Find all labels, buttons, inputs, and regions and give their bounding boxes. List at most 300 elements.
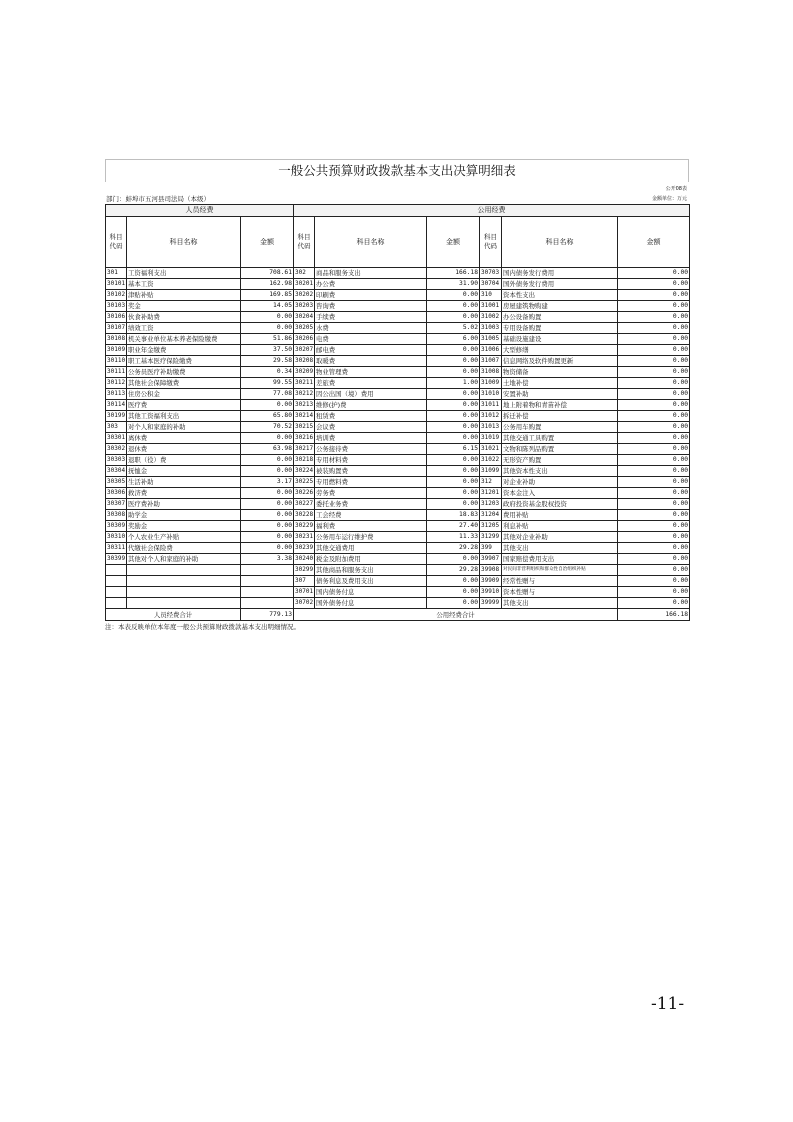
table-row (106, 345, 690, 356)
cell-name: 文物和陈列品购置 (502, 444, 618, 455)
cell-amount: 0.00 (618, 510, 690, 521)
cell-code: 31021 (480, 444, 502, 455)
cell-name: 办公设备购置 (502, 312, 618, 323)
cell-amount: 0.00 (427, 422, 480, 433)
cell-code: 30113 (106, 389, 127, 400)
cell-name: 无形资产购置 (502, 455, 618, 466)
cell-name: 培训费 (315, 433, 427, 444)
table-row (106, 521, 690, 532)
cell-code: 30307 (106, 499, 127, 510)
cell-name: 电费 (315, 334, 427, 345)
cell-name: 其他支出 (502, 598, 618, 609)
cell-amount: 0.00 (427, 466, 480, 477)
cell-code: 39909 (480, 576, 502, 587)
cell-code: 31009 (480, 378, 502, 389)
cell-name: 印刷费 (315, 290, 427, 301)
expenditure-table (105, 204, 690, 621)
cell-amount: 0.34 (241, 367, 294, 378)
cell-code: 30308 (106, 510, 127, 521)
cell-amount: 1.00 (427, 378, 480, 389)
cell-code: 31001 (480, 301, 502, 312)
cell-amount: 0.00 (618, 587, 690, 598)
table-row (106, 279, 690, 290)
cell-name: 对民间非营利组织和群众性自治组织补贴 (502, 565, 618, 576)
cell-name: 津贴补贴 (127, 290, 241, 301)
cell-amount: 0.00 (427, 477, 480, 488)
cell-name: 资本金注入 (502, 488, 618, 499)
cell-amount: 0.00 (427, 576, 480, 587)
cell-name: 经常性赠与 (502, 576, 618, 587)
cell-amount: 65.80 (241, 411, 294, 422)
cell-code: 31019 (480, 433, 502, 444)
cell-code: 30209 (294, 367, 315, 378)
cell-amount: 0.00 (618, 323, 690, 334)
cell-code: 31022 (480, 455, 502, 466)
cell-code: 302 (294, 268, 315, 279)
cell-code: 30206 (294, 334, 315, 345)
table-row (106, 532, 690, 543)
cell-name: 其他交通费用 (315, 543, 427, 554)
cell-name: 国家赔偿费用支出 (502, 554, 618, 565)
cell-code: 31007 (480, 356, 502, 367)
cell-name: 奖励金 (127, 521, 241, 532)
cell-name: 会议费 (315, 422, 427, 433)
table-row (106, 312, 690, 323)
cell-code: 30201 (294, 279, 315, 290)
cell-name (127, 565, 241, 576)
cell-name: 工会经费 (315, 510, 427, 521)
cell-amount: 0.00 (618, 389, 690, 400)
cell-name: 大型修缮 (502, 345, 618, 356)
cell-name: 职工基本医疗保险缴费 (127, 356, 241, 367)
cell-name: 土地补偿 (502, 378, 618, 389)
cell-amount: 0.00 (618, 356, 690, 367)
cell-amount (241, 598, 294, 609)
cell-name: 国外债务发行费用 (502, 279, 618, 290)
cell-code: 30299 (294, 565, 315, 576)
cell-amount: 0.00 (427, 290, 480, 301)
table-row (106, 477, 690, 488)
table-row (106, 378, 690, 389)
cell-amount: 0.00 (618, 433, 690, 444)
cell-amount: 5.02 (427, 323, 480, 334)
table-row (106, 598, 690, 609)
cell-name: 专用设备购置 (502, 323, 618, 334)
cell-amount: 0.00 (618, 345, 690, 356)
cell-name: 公务用车运行维护费 (315, 532, 427, 543)
cell-code (106, 598, 127, 609)
amount-unit: 金额单位：万元 (651, 196, 687, 202)
cell-amount: 0.00 (427, 400, 480, 411)
table-row (106, 389, 690, 400)
cell-amount: 29.28 (427, 543, 480, 554)
cell-code: 399 (480, 543, 502, 554)
cell-amount: 0.00 (618, 554, 690, 565)
public-total-value: 166.18 (618, 609, 690, 621)
cell-amount: 0.00 (427, 499, 480, 510)
cell-name: 其他工资福利支出 (127, 411, 241, 422)
cell-code: 31201 (480, 488, 502, 499)
cell-code: 30306 (106, 488, 127, 499)
cell-code: 30114 (106, 400, 127, 411)
table-row (106, 444, 690, 455)
cell-amount: 11.33 (427, 532, 480, 543)
cell-code: 30240 (294, 554, 315, 565)
cell-name: 公务用车购置 (502, 422, 618, 433)
cell-amount: 0.00 (427, 587, 480, 598)
cell-amount: 162.98 (241, 279, 294, 290)
cell-amount: 169.85 (241, 290, 294, 301)
cell-amount: 0.00 (618, 422, 690, 433)
cell-name: 专用材料费 (315, 455, 427, 466)
cell-name: 基础设施建设 (502, 334, 618, 345)
cell-code: 30301 (106, 433, 127, 444)
cell-code: 30101 (106, 279, 127, 290)
header-name: 科目名称 (502, 217, 618, 268)
cell-code: 30311 (106, 543, 127, 554)
cell-amount: 0.00 (427, 433, 480, 444)
cell-amount: 0.00 (618, 543, 690, 554)
cell-name: 机关事业单位基本养老保险缴费 (127, 334, 241, 345)
cell-amount: 0.00 (618, 598, 690, 609)
cell-code: 39910 (480, 587, 502, 598)
cell-name: 租赁费 (315, 411, 427, 422)
cell-name: 因公出国（境）费用 (315, 389, 427, 400)
cell-name: 福利费 (315, 521, 427, 532)
cell-code: 31005 (480, 334, 502, 345)
cell-code: 30217 (294, 444, 315, 455)
table-row (106, 323, 690, 334)
table-row (106, 466, 690, 477)
cell-name: 国内债务付息 (315, 587, 427, 598)
cell-code: 30218 (294, 455, 315, 466)
cell-code: 30207 (294, 345, 315, 356)
table-row (106, 565, 690, 576)
cell-amount: 0.00 (241, 312, 294, 323)
cell-code: 31204 (480, 510, 502, 521)
cell-name: 安置补助 (502, 389, 618, 400)
cell-amount: 0.00 (427, 367, 480, 378)
section-header-row (106, 205, 690, 217)
cell-amount: 0.00 (618, 411, 690, 422)
cell-code: 30228 (294, 510, 315, 521)
cell-code: 30111 (106, 367, 127, 378)
cell-code: 30110 (106, 356, 127, 367)
cell-code: 30202 (294, 290, 315, 301)
cell-amount: 0.00 (241, 466, 294, 477)
cell-name: 房屋建筑物购建 (502, 301, 618, 312)
table-row (106, 488, 690, 499)
cell-amount: 0.00 (618, 532, 690, 543)
cell-amount: 0.00 (427, 356, 480, 367)
cell-amount: 0.00 (618, 268, 690, 279)
cell-name: 公务接待费 (315, 444, 427, 455)
cell-amount: 18.83 (427, 510, 480, 521)
cell-name: 地上附着物和青苗补偿 (502, 400, 618, 411)
cell-code: 30305 (106, 477, 127, 488)
cell-name: 职业年金缴费 (127, 345, 241, 356)
table-row (106, 422, 690, 433)
table-row (106, 367, 690, 378)
cell-amount: 27.40 (427, 521, 480, 532)
cell-name (127, 576, 241, 587)
cell-name: 办公费 (315, 279, 427, 290)
totals-row (106, 609, 690, 621)
cell-code: 30309 (106, 521, 127, 532)
cell-name: 其他支出 (502, 543, 618, 554)
cell-amount: 0.00 (427, 554, 480, 565)
header-amount: 金额 (618, 217, 690, 268)
cell-amount: 0.00 (241, 400, 294, 411)
cell-name: 生活补助 (127, 477, 241, 488)
cell-code: 301 (106, 268, 127, 279)
cell-name: 物业管理费 (315, 367, 427, 378)
cell-name: 退职（役）费 (127, 455, 241, 466)
cell-name: 基本工资 (127, 279, 241, 290)
cell-name: 医疗费 (127, 400, 241, 411)
table-row (106, 499, 690, 510)
cell-code: 30106 (106, 312, 127, 323)
cell-name: 债务利息及费用支出 (315, 576, 427, 587)
cell-code: 31010 (480, 389, 502, 400)
table-row (106, 587, 690, 598)
cell-name: 其他对企业补助 (502, 532, 618, 543)
cell-amount: 0.00 (241, 521, 294, 532)
cell-amount: 6.15 (427, 444, 480, 455)
cell-amount: 0.00 (618, 444, 690, 455)
cell-name (127, 587, 241, 598)
cell-code: 30213 (294, 400, 315, 411)
cell-code: 30701 (294, 587, 315, 598)
cell-amount: 0.00 (241, 532, 294, 543)
cell-code: 30225 (294, 477, 315, 488)
cell-code: 30211 (294, 378, 315, 389)
cell-name: 公务员医疗补助缴费 (127, 367, 241, 378)
cell-code: 30109 (106, 345, 127, 356)
cell-code: 30103 (106, 301, 127, 312)
cell-amount: 29.28 (427, 565, 480, 576)
cell-amount: 0.00 (618, 378, 690, 389)
cell-code: 30226 (294, 488, 315, 499)
table-row (106, 576, 690, 587)
cell-code: 30203 (294, 301, 315, 312)
cell-name: 伙食补助费 (127, 312, 241, 323)
table-row (106, 411, 690, 422)
cell-name: 抚恤金 (127, 466, 241, 477)
cell-code (106, 565, 127, 576)
cell-name: 个人农业生产补贴 (127, 532, 241, 543)
cell-amount: 31.90 (427, 279, 480, 290)
cell-name: 手续费 (315, 312, 427, 323)
cell-code: 39907 (480, 554, 502, 565)
cell-amount: 0.00 (427, 411, 480, 422)
cell-amount: 0.00 (241, 323, 294, 334)
cell-amount: 0.00 (427, 301, 480, 312)
cell-amount: 0.00 (618, 334, 690, 345)
cell-code: 31203 (480, 499, 502, 510)
cell-code: 30205 (294, 323, 315, 334)
cell-amount: 0.00 (618, 455, 690, 466)
cell-name: 物资储备 (502, 367, 618, 378)
cell-code: 31003 (480, 323, 502, 334)
cell-code: 31002 (480, 312, 502, 323)
cell-name: 代缴社会保险费 (127, 543, 241, 554)
cell-name: 差旅费 (315, 378, 427, 389)
table-row (106, 455, 690, 466)
cell-amount: 0.00 (618, 279, 690, 290)
form-code: 公开08表 (665, 186, 687, 192)
cell-amount: 51.86 (241, 334, 294, 345)
table-row (106, 554, 690, 565)
cell-amount: 0.00 (618, 400, 690, 411)
cell-code: 30212 (294, 389, 315, 400)
table-row (106, 290, 690, 301)
cell-code: 30310 (106, 532, 127, 543)
header-name: 科目名称 (315, 217, 427, 268)
cell-code: 31205 (480, 521, 502, 532)
cell-name: 信息网络及软件购置更新 (502, 356, 618, 367)
cell-amount: 0.00 (241, 510, 294, 521)
cell-amount (241, 565, 294, 576)
table-row (106, 334, 690, 345)
cell-code: 39999 (480, 598, 502, 609)
cell-code: 30702 (294, 598, 315, 609)
cell-amount: 14.05 (241, 301, 294, 312)
cell-name: 邮电费 (315, 345, 427, 356)
cell-amount: 0.00 (618, 466, 690, 477)
table-row (106, 433, 690, 444)
cell-code: 30199 (106, 411, 127, 422)
cell-amount (241, 576, 294, 587)
header-code: 科目代码 (480, 217, 502, 268)
cell-name: 专用燃料费 (315, 477, 427, 488)
cell-code: 30108 (106, 334, 127, 345)
cell-amount: 3.17 (241, 477, 294, 488)
cell-amount: 0.00 (618, 301, 690, 312)
cell-amount: 63.98 (241, 444, 294, 455)
cell-name: 拆迁补偿 (502, 411, 618, 422)
cell-code: 30703 (480, 268, 502, 279)
cell-amount: 0.00 (618, 477, 690, 488)
cell-name: 对个人和家庭的补助 (127, 422, 241, 433)
personnel-total-label: 人员经费合计 (106, 609, 241, 621)
header-amount: 金额 (427, 217, 480, 268)
cell-code: 31099 (480, 466, 502, 477)
cell-amount: 0.00 (241, 488, 294, 499)
table-row (106, 543, 690, 554)
cell-code: 30102 (106, 290, 127, 301)
table-row (106, 510, 690, 521)
cell-name: 国内债务发行费用 (502, 268, 618, 279)
personnel-total-value: 779.13 (241, 609, 294, 621)
cell-name: 其他交通工具购置 (502, 433, 618, 444)
cell-name: 资本性支出 (502, 290, 618, 301)
cell-code: 307 (294, 576, 315, 587)
cell-amount: 0.00 (618, 521, 690, 532)
cell-code: 30224 (294, 466, 315, 477)
cell-name: 助学金 (127, 510, 241, 521)
cell-name: 咨询费 (315, 301, 427, 312)
table-row (106, 400, 690, 411)
cell-code: 30229 (294, 521, 315, 532)
cell-name: 对企业补助 (502, 477, 618, 488)
cell-code: 30399 (106, 554, 127, 565)
header-code: 科目代码 (294, 217, 315, 268)
table-row (106, 301, 690, 312)
cell-name: 住房公积金 (127, 389, 241, 400)
cell-amount: 37.50 (241, 345, 294, 356)
cell-code: 30214 (294, 411, 315, 422)
cell-code: 30216 (294, 433, 315, 444)
header-code: 科目代码 (106, 217, 127, 268)
cell-name: 费用补贴 (502, 510, 618, 521)
cell-name: 劳务费 (315, 488, 427, 499)
cell-amount: 708.61 (241, 268, 294, 279)
cell-name: 取暖费 (315, 356, 427, 367)
cell-amount: 0.00 (427, 455, 480, 466)
cell-amount: 70.52 (241, 422, 294, 433)
section-public: 公用经费 (294, 205, 690, 217)
cell-amount: 0.00 (427, 488, 480, 499)
cell-name: 其他商品和服务支出 (315, 565, 427, 576)
cell-name: 其他对个人和家庭的补助 (127, 554, 241, 565)
cell-amount: 0.00 (241, 543, 294, 554)
cell-code: 31006 (480, 345, 502, 356)
cell-name (127, 598, 241, 609)
page-number: -11- (651, 994, 685, 1014)
cell-name: 委托业务费 (315, 499, 427, 510)
cell-amount: 166.18 (427, 268, 480, 279)
cell-code: 30107 (106, 323, 127, 334)
cell-code: 30215 (294, 422, 315, 433)
cell-name: 其他资本性支出 (502, 466, 618, 477)
report-sheet (105, 159, 689, 631)
cell-code: 31299 (480, 532, 502, 543)
cell-amount: 3.38 (241, 554, 294, 565)
cell-code: 31008 (480, 367, 502, 378)
cell-name: 商品和服务支出 (315, 268, 427, 279)
cell-code: 312 (480, 477, 502, 488)
cell-name: 利息补贴 (502, 521, 618, 532)
cell-name: 退休费 (127, 444, 241, 455)
cell-code: 30304 (106, 466, 127, 477)
department-name: 部门：蚌埠市五河县司法局（本级） (106, 195, 210, 203)
cell-code: 30239 (294, 543, 315, 554)
cell-name: 资本性赠与 (502, 587, 618, 598)
cell-name: 国外债务付息 (315, 598, 427, 609)
cell-amount: 29.58 (241, 356, 294, 367)
cell-code: 31012 (480, 411, 502, 422)
cell-name: 绩效工资 (127, 323, 241, 334)
report-title: 一般公共预算财政拨款基本支出决算明细表 (105, 159, 689, 182)
cell-name: 维修(护)费 (315, 400, 427, 411)
cell-amount: 77.08 (241, 389, 294, 400)
cell-code: 30303 (106, 455, 127, 466)
cell-name: 被装购置费 (315, 466, 427, 477)
footnote: 注：本表反映单位本年度一般公共预算财政拨款基本支出明细情况。 (105, 623, 300, 631)
cell-code: 30302 (106, 444, 127, 455)
cell-code: 30227 (294, 499, 315, 510)
column-header-row (106, 217, 690, 268)
cell-amount: 0.00 (618, 312, 690, 323)
table-row (106, 268, 690, 279)
cell-amount: 0.00 (618, 488, 690, 499)
cell-amount: 0.00 (241, 433, 294, 444)
cell-code: 39908 (480, 565, 502, 576)
cell-code: 31013 (480, 422, 502, 433)
cell-code: 30204 (294, 312, 315, 323)
cell-amount: 0.00 (241, 499, 294, 510)
